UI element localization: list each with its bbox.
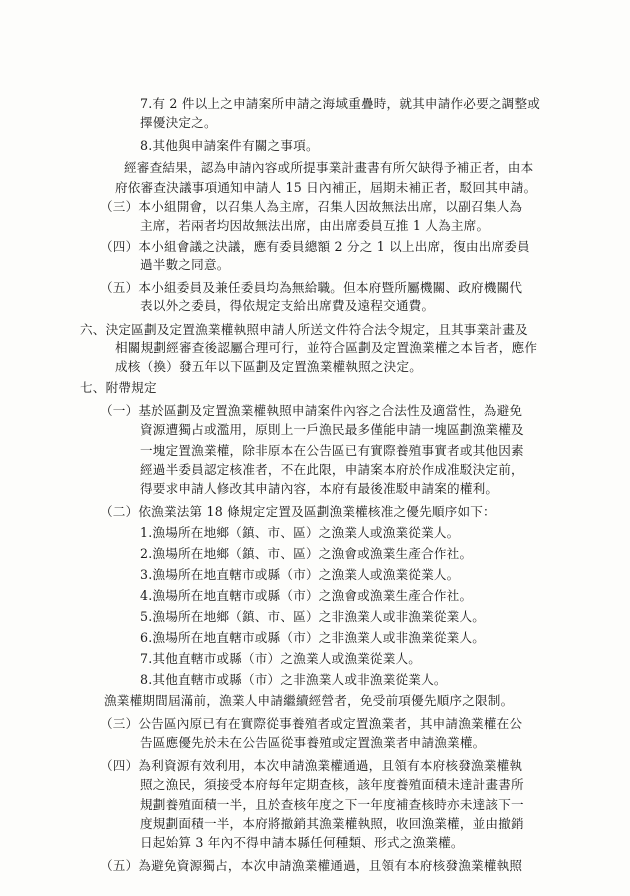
text-line: 經過半委員認定核准者，不在此限，申請案本府於作成准駁決定前， <box>140 462 524 477</box>
text-line: 5.漁場所在地鄉（鎮、市、區）之非漁業人或非漁業從業人。 <box>140 609 486 624</box>
text-line: （五）為避免資源獨占，本次申請漁業權通過，且領有本府核發漁業權執照 <box>100 858 523 873</box>
text-line: （三）公告區內原已有在實際從事養殖者或定置漁業者，其申請漁業權在公 <box>100 716 523 731</box>
text-line: 漁業權期間屆滿前，漁業人申請繼續經營者，免受前項優先順序之限制。 <box>104 693 514 708</box>
text-line: 相關規劃經審查後認屬合理可行，並符合區劃及定置漁業權之本旨者，應作 <box>115 340 538 355</box>
text-line: （一）基於區劃及定置漁業權執照申請案件內容之合法性及適當性，為避免 <box>100 403 523 418</box>
text-line: （三）本小組開會，以召集人為主席，召集人因故無法出席，以副召集人為 <box>100 199 523 214</box>
text-line: （四）為利資源有效利用，本次申請漁業權通過，且領有本府核發漁業權執 <box>100 758 523 773</box>
text-line: 得要求申請人修改其申請內容，本府有最後准駁申請案的權利。 <box>140 481 499 496</box>
text-line: 8.其他直轄市或縣（市）之非漁業人或非漁業從業人。 <box>140 672 447 687</box>
text-line: 3.漁場所在地直轄市或縣（市）之漁業人或漁業從業人。 <box>140 567 460 582</box>
text-line: 六、決定區劃及定置漁業權執照申請人所送文件符合法令規定，且其事業計畫及 <box>80 322 528 337</box>
text-line: 表以外之委員，得依規定支給出席費及遠程交通費。 <box>140 298 435 313</box>
text-line: 告區應優先於未在公告區從事養殖或定置漁業者申請漁業權。 <box>140 735 486 750</box>
text-line: （五）本小組委員及兼任委員均為無給職。但本府暨所屬機關、政府機關代 <box>100 280 523 295</box>
text-line: 8.其他與申請案件有關之事項。 <box>140 138 319 153</box>
text-line: 7.有 2 件以上之申請案所申請之海域重疊時，就其申請作必要之調整或 <box>140 96 541 111</box>
text-line: 主席，若兩者均因故無法出席，由出席委員互推 1 人為主席。 <box>140 218 490 233</box>
text-line: 七、附帶規定 <box>80 380 157 395</box>
text-line: 規劃養殖面積一半，且於查核年度之下一年度補查核時亦未達該下一 <box>140 797 524 812</box>
text-line: 1.漁場所在地鄉（鎮、市、區）之漁業人或漁業從業人。 <box>140 525 460 540</box>
text-line: 7.其他直轄市或縣（市）之漁業人或漁業從業人。 <box>140 651 422 666</box>
text-line: 照之漁民，須接受本府每年定期查核，該年度養殖面積未達計畫書所 <box>140 777 524 792</box>
text-line: 一塊定置漁業權，除非原本在公告區已有實際養殖事實者或其他因素 <box>140 443 524 458</box>
text-line: 成核（換）發五年以下區劃及定置漁業權執照之決定。 <box>115 359 423 374</box>
text-line: 度規劃面積一半，本府將撤銷其漁業權執照，收回漁業權，並由撤銷 <box>140 816 524 831</box>
text-line: 府依審查決議事項通知申請人 15 日內補正，屆期未補正者，駁回其申請。 <box>115 180 537 195</box>
text-line: 過半數之同意。 <box>140 257 230 272</box>
text-line: 擇優決定之。 <box>140 115 217 130</box>
text-line: 經審查結果，認為申請內容或所提事業計畫書有所欠缺得予補正者，由本 <box>124 160 534 175</box>
text-line: 4.漁場所在地直轄市或縣（市）之漁會或漁業生產合作社。 <box>140 588 473 603</box>
text-line: （四）本小組會議之決議，應有委員總額 2 分之 1 以上出席，復由出席委員 <box>100 239 530 254</box>
text-line: 2.漁場所在地鄉（鎮、市、區）之漁會或漁業生產合作社。 <box>140 546 473 561</box>
text-line: 資源遭獨占或濫用，原則上一戶漁民最多僅能申請一塊區劃漁業權及 <box>140 422 524 437</box>
text-line: 日起始算 3 年內不得申請本縣任何種類、形式之漁業權。 <box>140 835 464 850</box>
text-line: 6.漁場所在地直轄市或縣（市）之非漁業人或非漁業從業人。 <box>140 630 486 645</box>
text-line: （二）依漁業法第 18 條規定定置及區劃漁業權核准之優先順序如下： <box>100 504 496 519</box>
